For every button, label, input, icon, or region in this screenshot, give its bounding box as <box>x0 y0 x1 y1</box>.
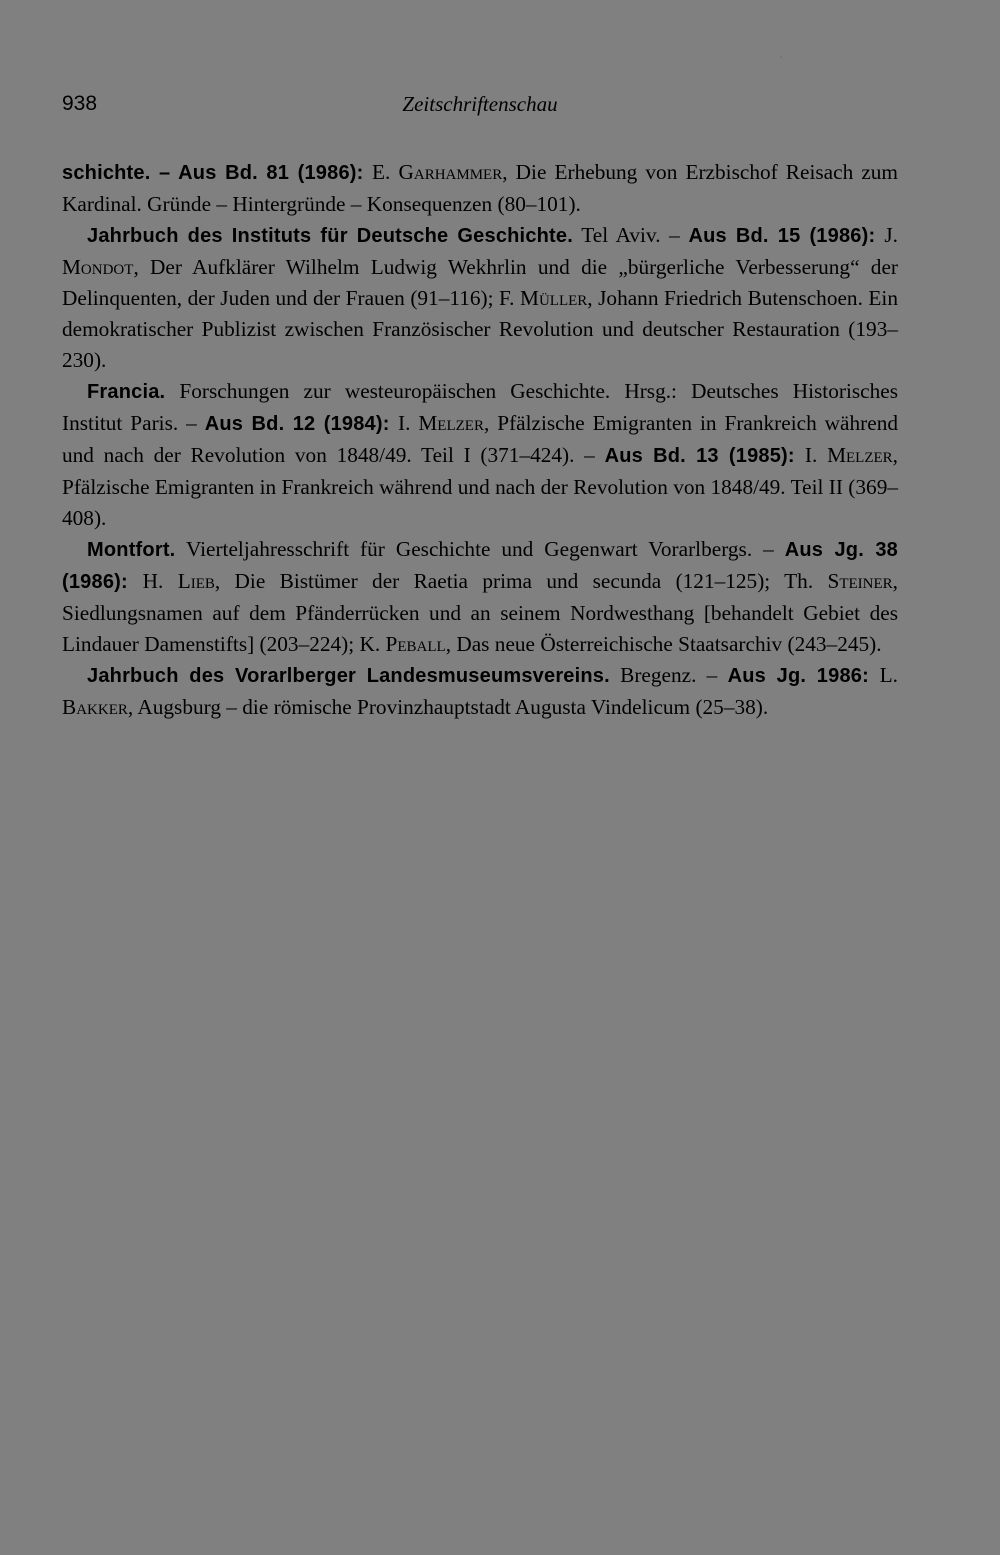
entry-text: , Siedlungsnamen auf dem Pfänderrücken und an seinem Nordwesthang [behandelt Gebiet des Lindauer Damenstifts] (203–224); K. <box>62 569 898 656</box>
entry-text: , Pfälzische Emigranten in Frankreich während und nach der Revolution von 1848/49. Teil II (369–408). <box>62 443 898 530</box>
bold-heading-text: Jahrbuch des Instituts für Deutsche Geschichte. <box>87 225 573 247</box>
bold-heading-text: Aus Jg. 38 (1986): <box>62 539 899 593</box>
entry-text: , Augsburg – die römische Provinzhauptstadt Augusta Vindelicum (25–38). <box>127 695 769 719</box>
entry-text: L. <box>879 663 898 687</box>
entry-text: , Der Aufklärer Wilhelm Ludwig Wekhrlin und die „bürgerliche Verbesserung“ der Delinquenten, der Juden und der Frauen (91–116); F. <box>62 255 898 310</box>
author-name: Melzer <box>827 443 893 467</box>
bold-heading-text: Jahrbuch des Vorarlberger Landesmuseumsvereins. <box>87 665 610 687</box>
bold-heading-text: Montfort. <box>87 539 176 561</box>
bold-heading-text: Francia. <box>87 381 166 403</box>
entry-text: , Johann Friedrich Butenschoen. Ein demokratischer Publizist zwischen Französischer Revolution und deutscher Restauration (193–230). <box>62 286 899 372</box>
entry-text: , Die Erhebung von Erzbischof Reisach zum Kardinal. Gründe – Hintergründe – Konsequenzen (80–101). <box>62 160 898 216</box>
author-name: Lieb <box>177 569 215 593</box>
author-name: Melzer <box>418 411 484 435</box>
entry-text: , Pfälzische Emigranten in Frankreich während und nach der Revolution von 1848/49. Teil I (371–424). – <box>62 411 899 467</box>
journal-entry <box>62 220 898 376</box>
bold-heading-text: Aus Bd. 12 (1984): <box>204 413 398 435</box>
entry-text: Bregenz. – <box>609 663 728 687</box>
running-title: Zeitschriftenschau <box>402 92 558 116</box>
entry-text: I. <box>804 443 828 467</box>
journal-entry <box>62 157 898 220</box>
page-body <box>62 157 898 723</box>
journal-entry <box>62 376 898 534</box>
page-number: 938 <box>62 92 98 115</box>
author-name: Mondot <box>62 255 134 279</box>
bold-heading-text: Aus Bd. 15 (1986): <box>688 225 885 247</box>
journal-entry <box>62 660 898 723</box>
journal-entry <box>62 534 898 660</box>
author-name: Müller <box>520 286 588 310</box>
author-name: Steiner <box>827 569 893 593</box>
page-header <box>62 90 898 126</box>
author-name: Bakker <box>62 695 128 719</box>
entry-text: , Die Bistümer der Raetia prima und secunda (121–125); Th. <box>214 569 828 593</box>
entry-text: Tel Aviv. – <box>573 223 689 247</box>
bold-heading-text: Aus Bd. 13 (1985): <box>604 445 805 467</box>
entry-text: , Das neue Österreichische Staatsarchiv (243–245). <box>445 632 882 656</box>
scan-speck <box>780 56 782 58</box>
entry-text: Forschungen zur westeuropäischen Geschichte. Hrsg.: Deutsches Historisches Institut Paris. – <box>62 379 898 435</box>
entry-text: J. <box>884 223 899 247</box>
entry-text: H. <box>142 569 178 593</box>
entry-text: I. <box>397 411 419 435</box>
entry-text: E. <box>372 160 399 184</box>
author-name: Peball <box>385 632 446 656</box>
bold-heading-text: schichte. – Aus Bd. 81 (1986): <box>62 162 373 184</box>
entry-text: Vierteljahresschrift für Geschichte und Gegenwart Vorarlbergs. – <box>175 537 785 561</box>
author-name: Garhammer <box>398 160 503 184</box>
bold-heading-text: Aus Jg. 1986: <box>727 665 880 687</box>
